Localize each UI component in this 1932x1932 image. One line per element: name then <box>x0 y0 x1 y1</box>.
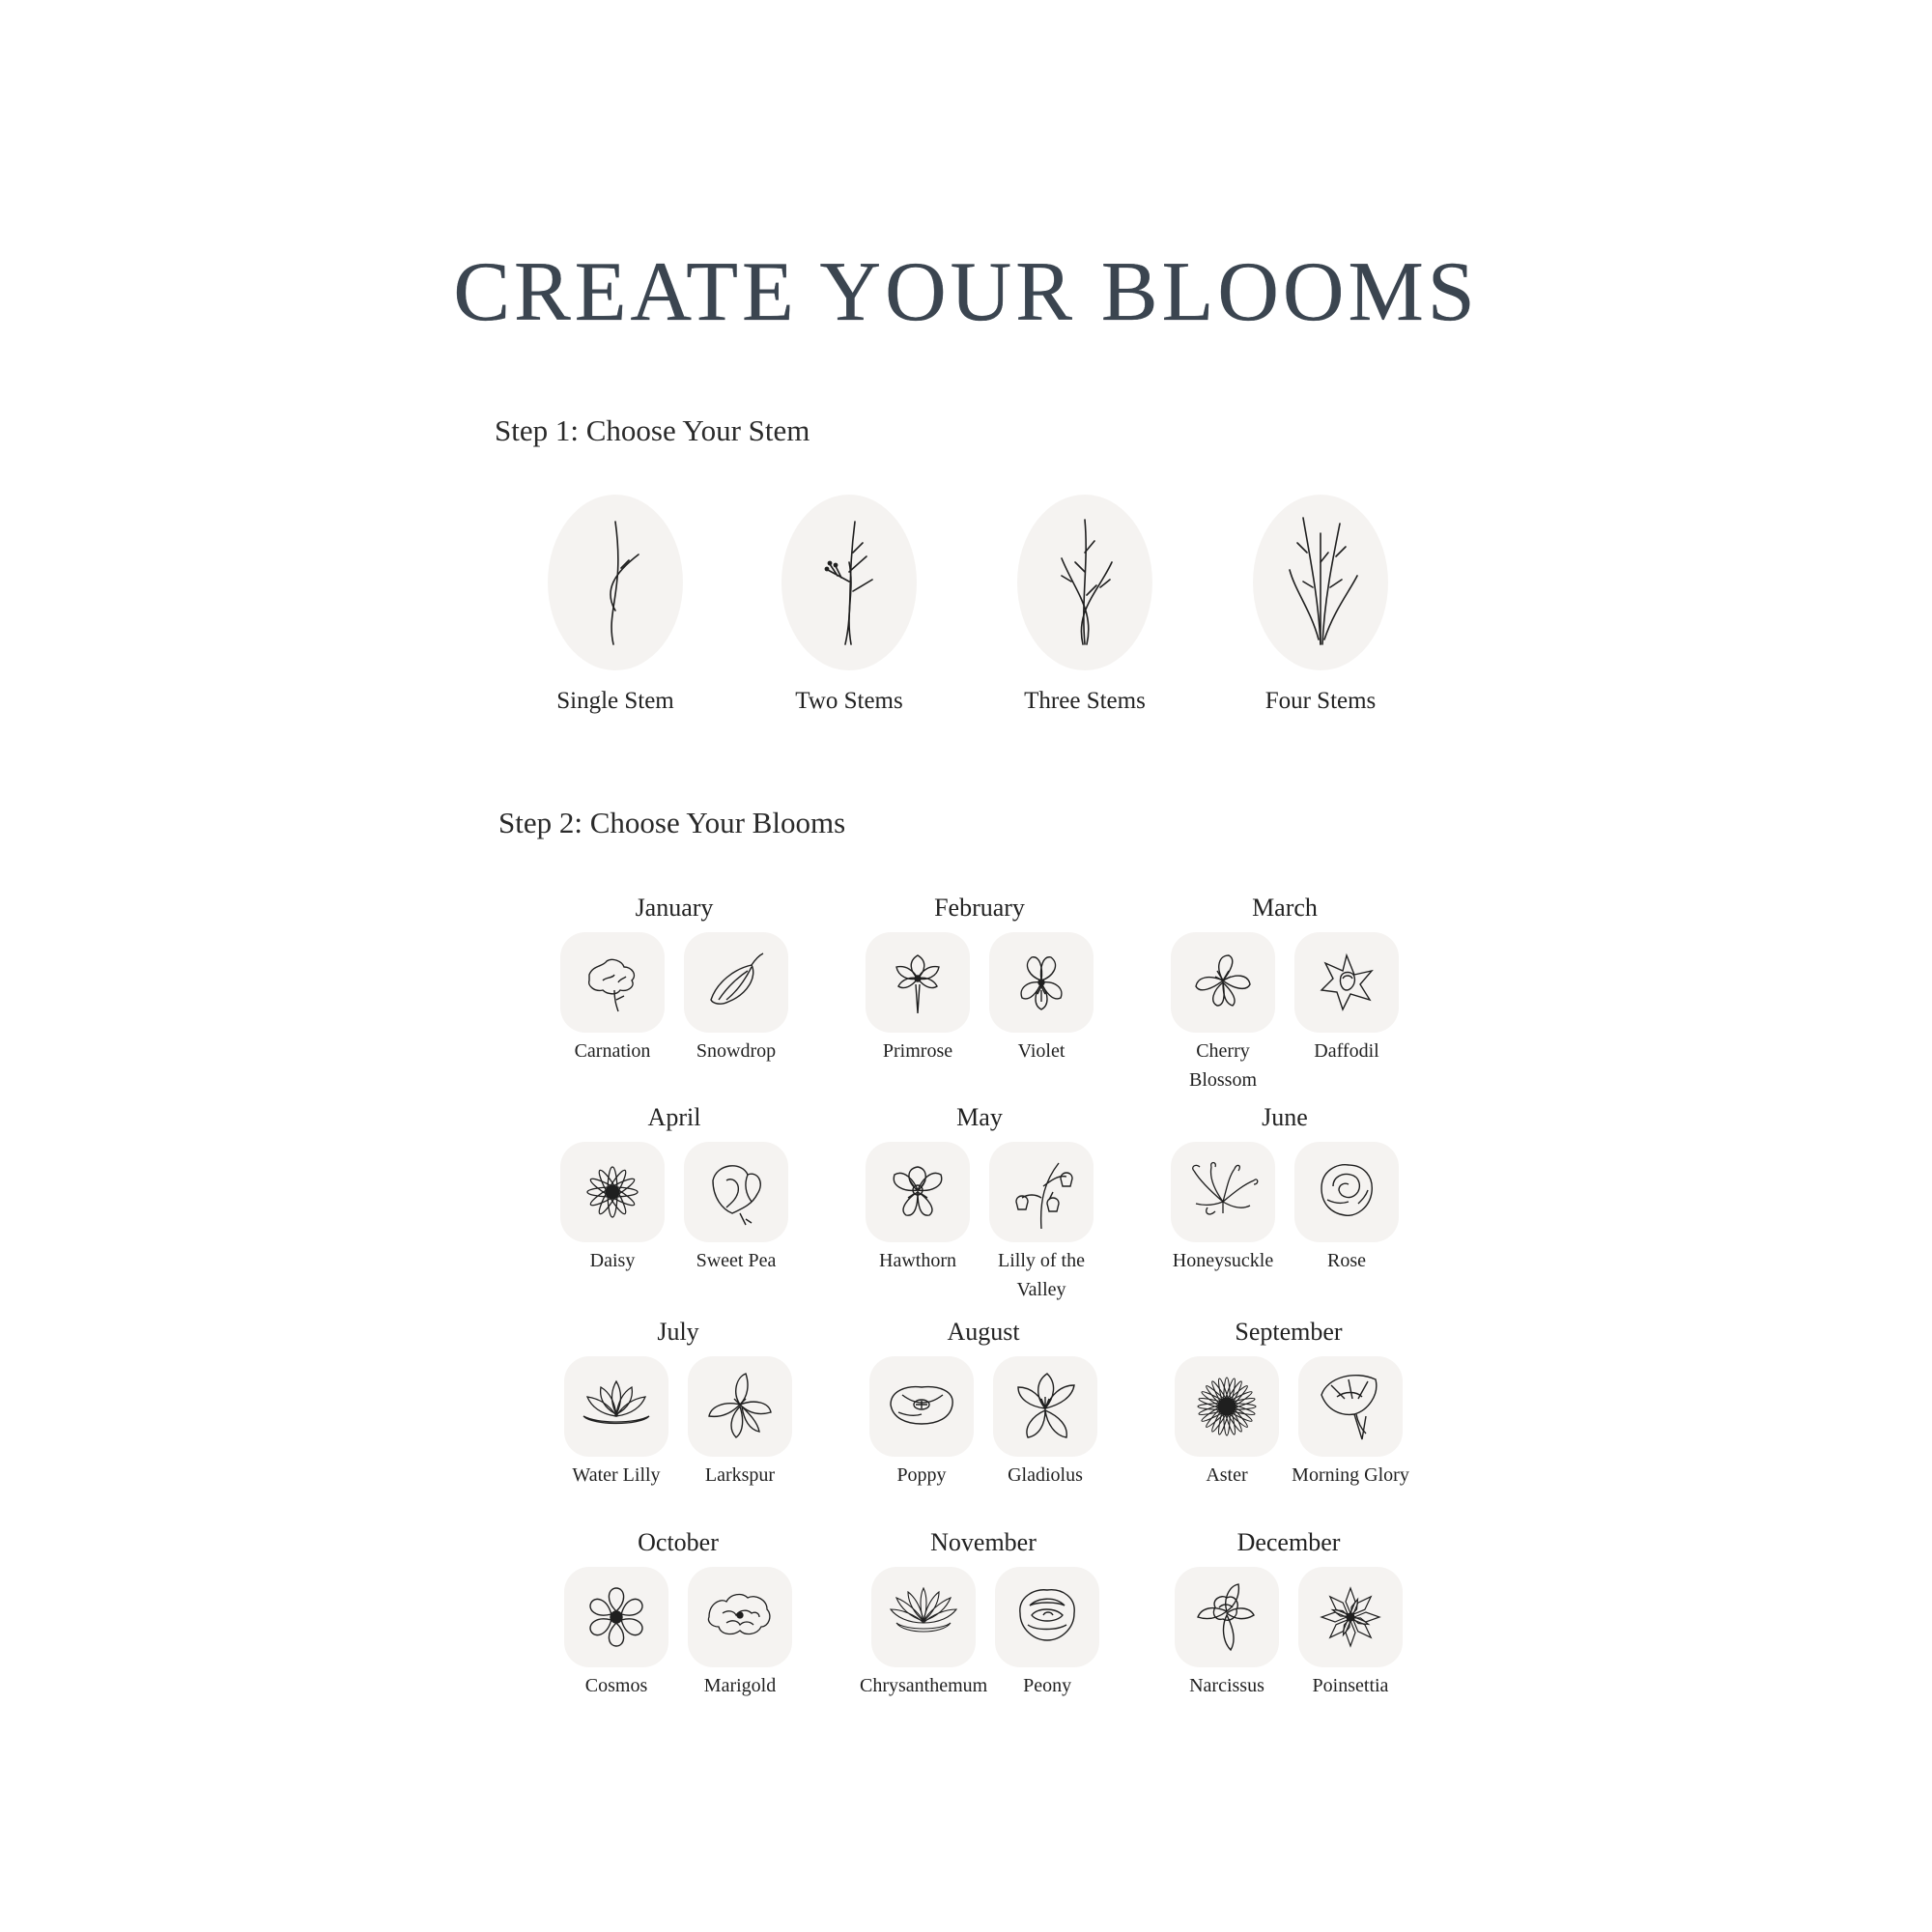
month-name: April <box>647 1103 701 1131</box>
month-name: December <box>1236 1528 1341 1556</box>
bloom-name: Snowdrop <box>696 1040 777 1062</box>
month-name: July <box>657 1318 699 1346</box>
bloom-tile <box>564 1356 668 1457</box>
daisy-icon <box>560 1142 665 1242</box>
bloom-tile <box>866 932 970 1033</box>
sweet-pea-icon <box>684 1142 788 1242</box>
stem-option-three[interactable] <box>988 495 1181 715</box>
bloom-carnation[interactable] <box>551 932 674 1065</box>
bloom-name: Violet <box>1017 1040 1065 1062</box>
bloom-marigold[interactable] <box>678 1567 802 1700</box>
bloom-primrose[interactable] <box>856 932 980 1065</box>
bloom-tile <box>866 1142 970 1242</box>
carnation-icon <box>560 932 665 1033</box>
daffodil-icon <box>1294 932 1399 1033</box>
bloom-poppy[interactable] <box>860 1356 983 1490</box>
bloom-cosmos[interactable] <box>554 1567 678 1700</box>
month-name: January <box>635 894 714 922</box>
month-name: October <box>638 1528 719 1556</box>
poppy-icon <box>869 1356 974 1457</box>
bloom-tile <box>1298 1567 1403 1667</box>
bloom-name: Marigold <box>703 1675 777 1696</box>
bloom-tile <box>1171 932 1275 1033</box>
bloom-name: Rose <box>1327 1250 1366 1271</box>
stem-oval <box>548 495 683 670</box>
bloom-name: Peony <box>1023 1675 1072 1696</box>
bloom-name: Cherry Blossom <box>1188 1040 1258 1091</box>
bloom-tile <box>560 1142 665 1242</box>
bloom-name: Sweet Pea <box>696 1250 777 1271</box>
peony-icon <box>995 1567 1099 1667</box>
water-lilly-icon <box>564 1356 668 1457</box>
month-name: September <box>1235 1318 1343 1346</box>
bloom-name: Water Lilly <box>572 1464 661 1486</box>
primrose-icon <box>866 932 970 1033</box>
bloom-tile <box>989 1142 1094 1242</box>
bloom-tile <box>993 1356 1097 1457</box>
bloom-tile <box>684 932 788 1033</box>
month-name: August <box>947 1318 1020 1346</box>
step1-heading: Step 1: Choose Your Stem <box>495 413 810 447</box>
stem-option-four[interactable] <box>1224 495 1417 715</box>
bloom-narcissus[interactable] <box>1165 1567 1289 1700</box>
month-name: November <box>930 1528 1037 1556</box>
hawthorn-icon <box>866 1142 970 1242</box>
month-june <box>1159 1103 1410 1275</box>
bloom-honeysuckle[interactable] <box>1161 1142 1285 1275</box>
bloom-violet[interactable] <box>980 932 1103 1065</box>
cherry-blossom-icon <box>1171 932 1275 1033</box>
stem-label: Three Stems <box>1024 688 1146 714</box>
bloom-cherry-blossom[interactable] <box>1161 932 1285 1094</box>
month-name: June <box>1262 1103 1308 1131</box>
bloom-water-lilly[interactable] <box>554 1356 678 1490</box>
bloom-aster[interactable] <box>1165 1356 1289 1490</box>
aster-icon <box>1175 1356 1279 1457</box>
bloom-daffodil[interactable] <box>1285 932 1408 1094</box>
morning-glory-icon <box>1298 1356 1403 1457</box>
step2-heading: Step 2: Choose Your Blooms <box>498 806 846 839</box>
month-july <box>553 1318 804 1490</box>
rose-icon <box>1294 1142 1399 1242</box>
bloom-tile <box>869 1356 974 1457</box>
bloom-name: Gladiolus <box>1008 1464 1083 1486</box>
bloom-tile <box>1294 1142 1399 1242</box>
bloom-tile <box>1175 1356 1279 1457</box>
bloom-name: Morning Glory <box>1292 1464 1409 1486</box>
bloom-tile <box>564 1567 668 1667</box>
bloom-tile <box>688 1356 792 1457</box>
bloom-chrysanthemum[interactable] <box>860 1567 987 1700</box>
bloom-name: Hawthorn <box>879 1250 956 1271</box>
bloom-name: Cosmos <box>584 1675 648 1696</box>
honeysuckle-icon <box>1171 1142 1275 1242</box>
bloom-name: Daisy <box>589 1250 636 1271</box>
bloom-rose[interactable] <box>1285 1142 1408 1275</box>
bloom-name: Honeysuckle <box>1172 1250 1274 1271</box>
month-february <box>854 894 1105 1065</box>
bloom-poinsettia[interactable] <box>1289 1567 1412 1700</box>
stem-oval <box>781 495 917 670</box>
bloom-name: Poinsettia <box>1312 1675 1389 1696</box>
bloom-name: Primrose <box>882 1040 953 1062</box>
stem-oval <box>1017 495 1152 670</box>
stem-oval <box>1253 495 1388 670</box>
bloom-name: Chrysanthemum <box>860 1675 988 1696</box>
stem-label: Single Stem <box>556 688 674 714</box>
bloom-tile <box>1175 1567 1279 1667</box>
bloom-tile <box>989 932 1094 1033</box>
bloom-daisy[interactable] <box>551 1142 674 1275</box>
bloom-gladiolus[interactable] <box>983 1356 1107 1490</box>
violet-icon <box>989 932 1094 1033</box>
month-name: February <box>934 894 1025 922</box>
gladiolus-icon <box>993 1356 1097 1457</box>
month-name: May <box>956 1103 1003 1131</box>
three-stems-icon <box>1017 495 1152 670</box>
stem-option-two[interactable] <box>753 495 946 715</box>
single-stem-icon <box>548 495 683 670</box>
month-name: March <box>1252 894 1318 922</box>
four-stems-icon <box>1253 495 1388 670</box>
month-october <box>553 1528 804 1700</box>
bloom-name: Lilly of the Valley <box>998 1250 1085 1300</box>
bloom-sweet-pea[interactable] <box>674 1142 798 1275</box>
bloom-tile <box>1171 1142 1275 1242</box>
larkspur-icon <box>688 1356 792 1457</box>
month-august <box>858 1318 1109 1490</box>
bloom-tile <box>871 1567 976 1667</box>
month-april <box>549 1103 800 1275</box>
bloom-lilly-of-the-valley[interactable] <box>980 1142 1103 1304</box>
bloom-snowdrop[interactable] <box>674 932 798 1065</box>
snowdrop-icon <box>684 932 788 1033</box>
bloom-tile <box>995 1567 1099 1667</box>
bloom-name: Narcissus <box>1189 1675 1264 1696</box>
marigold-icon <box>688 1567 792 1667</box>
bloom-hawthorn[interactable] <box>856 1142 980 1304</box>
bloom-peony[interactable] <box>987 1567 1107 1700</box>
bloom-tile <box>1298 1356 1403 1457</box>
lilly-of-the-valley-icon <box>989 1142 1094 1242</box>
stem-label: Four Stems <box>1264 688 1377 714</box>
poinsettia-icon <box>1298 1567 1403 1667</box>
bloom-morning-glory[interactable] <box>1289 1356 1412 1490</box>
month-november <box>858 1528 1109 1700</box>
month-march <box>1159 894 1410 1094</box>
bloom-tile <box>1294 932 1399 1033</box>
stem-label: Two Stems <box>795 688 903 714</box>
month-may <box>854 1103 1105 1304</box>
month-september <box>1163 1318 1414 1490</box>
bloom-name: Daffodil <box>1314 1040 1379 1062</box>
two-stems-icon <box>781 495 917 670</box>
bloom-tile <box>560 932 665 1033</box>
chrysanthemum-icon <box>871 1567 976 1667</box>
bloom-name: Larkspur <box>704 1464 776 1486</box>
month-december <box>1163 1528 1414 1700</box>
stem-option-single[interactable] <box>519 495 712 715</box>
bloom-tile <box>684 1142 788 1242</box>
month-january <box>549 894 800 1065</box>
cosmos-icon <box>564 1567 668 1667</box>
bloom-name: Poppy <box>896 1464 947 1486</box>
bloom-name: Aster <box>1206 1464 1248 1486</box>
bloom-name: Carnation <box>574 1040 651 1062</box>
bloom-tile <box>688 1567 792 1667</box>
narcissus-icon <box>1175 1567 1279 1667</box>
page-title: CREATE YOUR BLOOMS <box>453 245 1479 339</box>
bloom-larkspur[interactable] <box>678 1356 802 1490</box>
